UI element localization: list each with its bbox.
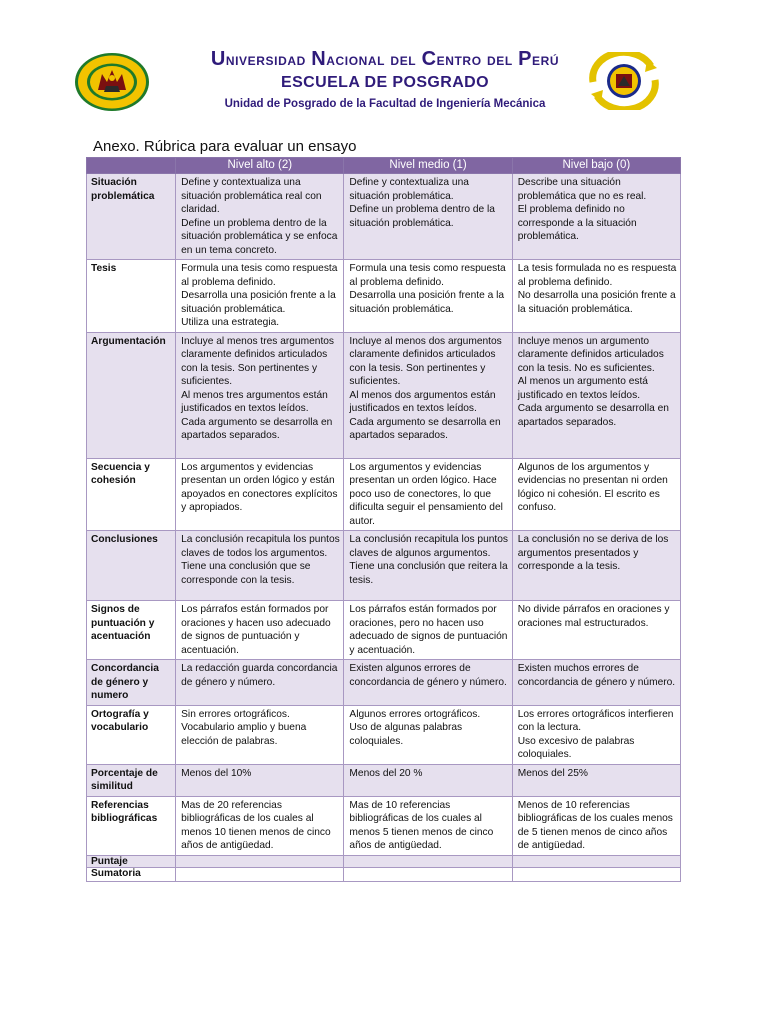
nivel-bajo-cell [512, 660, 680, 706]
descriptor-line: Describe una situación problemática que no es real. [517, 177, 647, 202]
descriptor-line: El problema definido no corresponde a la situación problemática. [517, 204, 637, 242]
nivel-bajo-cell [512, 260, 680, 333]
nivel-alto-cell [176, 660, 344, 706]
descriptor-line: Menos del 10% [181, 767, 252, 779]
descriptor-line: Define y contextualiza una situación problemática. [349, 177, 469, 202]
criterion-cell: Signos de puntuación y acentuación [87, 601, 176, 660]
nivel-bajo-cell [512, 796, 680, 855]
nivel-medio-cell [344, 332, 512, 458]
nivel-alto-cell [176, 705, 344, 764]
descriptor-line: Cada argumento se desarrolla en apartados separados. [517, 403, 669, 428]
rubric-row [87, 867, 681, 881]
nivel-medio-cell [344, 531, 512, 601]
descriptor-line: Formula una tesis como respuesta al problema definido. [349, 263, 506, 288]
rubric-row [87, 660, 681, 706]
nivel-alto-cell [176, 601, 344, 660]
descriptor-line: La conclusión recapitula los puntos claves de algunos argumentos. [349, 534, 508, 559]
nivel-alto-cell [176, 260, 344, 333]
criterion-cell: Ortografía y vocabulario [87, 705, 176, 764]
rubric-row [87, 796, 681, 855]
descriptor-line: Mas de 20 referencias bibliográficas de los cuales al menos 10 tienen menos de cinco años de antigüedad. [181, 799, 331, 851]
header-nivel-alto: Nivel alto (2) [176, 158, 344, 174]
rubric-row [87, 531, 681, 601]
nivel-medio-cell [344, 660, 512, 706]
descriptor-line: Algunos errores ortográficos. [349, 708, 481, 720]
nivel-medio-cell [344, 867, 512, 881]
descriptor-line: Cada argumento se desarrolla en apartados separados. [349, 416, 501, 441]
descriptor-line: Los argumentos y evidencias presentan un orden lógico y están apoyados en conectores explícitos y apropiados. [181, 461, 338, 513]
unit-name: Unidad de Posgrado de la Facultad de Ingeniería Mecánica [224, 98, 546, 110]
descriptor-line: Define un problema dentro de la situación problemática. [349, 204, 495, 229]
nivel-alto-cell [176, 174, 344, 260]
rubric-row [87, 764, 681, 796]
nivel-alto-cell [176, 867, 344, 881]
nivel-alto-cell [176, 332, 344, 458]
rubric-row [87, 332, 681, 458]
university-seal-logo [74, 52, 150, 112]
criterion-cell: Argumentación [87, 332, 176, 458]
descriptor-line: Al menos tres argumentos están justificados en textos leídos. [181, 389, 328, 414]
descriptor-line: Mas de 10 referencias bibliográficas de los cuales al menos 5 tienen menos de cinco años de antigüedad. [349, 799, 494, 851]
nivel-bajo-cell [512, 601, 680, 660]
header-nivel-bajo: Nivel bajo (0) [512, 158, 680, 174]
descriptor-line: Los argumentos y evidencias presentan un orden lógico. Hace poco uso de conectores, lo que dificulta seguir el pensamiento del autor. [349, 461, 503, 527]
descriptor-line: Los párrafos están formados por oraciones y hacen uso adecuado de signos de puntuación y acentuación. [181, 604, 331, 656]
nivel-medio-cell [344, 174, 512, 260]
rubric-row [87, 174, 681, 260]
descriptor-line: Define y contextualiza una situación problemática real con claridad. [181, 177, 322, 215]
descriptor-line: Tiene una conclusión que se corresponde con la tesis. [181, 561, 311, 586]
institution-title-block [150, 48, 620, 110]
nivel-medio-cell [344, 705, 512, 764]
annex-title: Anexo. Rúbrica para evaluar un ensayo [93, 138, 357, 155]
descriptor-line: La redacción guarda concordancia de género y número. [181, 663, 338, 688]
nivel-alto-cell [176, 855, 344, 867]
criterion-cell: Secuencia y cohesión [87, 458, 176, 531]
descriptor-line: Incluye al menos dos argumentos claramente definidos articulados con la tesis. Son pertinentes y suficientes. [349, 335, 502, 387]
school-name: ESCUELA DE POSGRADO [281, 74, 489, 91]
descriptor-line: Menos del 25% [517, 767, 588, 779]
nivel-alto-cell [176, 796, 344, 855]
descriptor-line: Formula una tesis como respuesta al problema definido. [181, 263, 338, 288]
nivel-medio-cell [344, 855, 512, 867]
descriptor-line: Incluye menos un argumento claramente definidos articulados con la tesis. No es suficientes. [517, 335, 664, 374]
rubric-row [87, 601, 681, 660]
nivel-bajo-cell [512, 705, 680, 764]
descriptor-line: Desarrolla una posición frente a la situación problemática. [349, 290, 505, 315]
descriptor-line: Existen algunos errores de concordancia de género y número. [349, 663, 507, 688]
nivel-medio-cell [344, 601, 512, 660]
nivel-medio-cell [344, 260, 512, 333]
descriptor-line: La conclusión no se deriva de los argumentos presentados y corresponde a la tesis. [517, 534, 669, 572]
descriptor-line: Existen muchos errores de concordancia de género y número. [517, 663, 676, 688]
nivel-bajo-cell [512, 855, 680, 867]
descriptor-line: Incluye al menos tres argumentos claramente definidos articulados con la tesis. Son pertinentes y suficientes. [181, 335, 335, 387]
rubric-row [87, 705, 681, 764]
university-name: Universidad Nacional del Centro del Perú [210, 48, 560, 70]
descriptor-line: Utiliza una estrategia. [181, 317, 280, 328]
rubric-header-row [87, 158, 681, 174]
rubric-row [87, 855, 681, 867]
descriptor-line: La conclusión recapitula los puntos claves de todos los argumentos. [181, 534, 340, 559]
criterion-cell: Referencias bibliográficas [87, 796, 176, 855]
descriptor-line: Los párrafos están formados por oraciones, pero no hacen uso adecuado de signos de puntuación y acentuación. [349, 604, 508, 656]
rubric-row [87, 458, 681, 531]
nivel-alto-cell [176, 764, 344, 796]
nivel-bajo-cell [512, 174, 680, 260]
nivel-bajo-cell [512, 764, 680, 796]
rubric-row [87, 260, 681, 333]
descriptor-line: Menos del 20 % [349, 767, 423, 779]
descriptor-line: Desarrolla una posición frente a la situación problemática. [181, 290, 336, 315]
descriptor-line: Define un problema dentro de la situación problemática y se enfoca en un tema concreto. [181, 217, 338, 256]
descriptor-line: No divide párrafos en oraciones y oraciones mal estructurados. [517, 604, 670, 629]
descriptor-line: Algunos de los argumentos y evidencias no presentan ni orden lógico ni cohesión. El escrito es confuso. [517, 461, 668, 513]
nivel-bajo-cell [512, 531, 680, 601]
document-header [0, 0, 768, 120]
nivel-medio-cell [344, 458, 512, 531]
header-nivel-medio: Nivel medio (1) [344, 158, 512, 174]
nivel-alto-cell [176, 458, 344, 531]
descriptor-line: Sin errores ortográficos. [181, 708, 290, 720]
nivel-medio-cell [344, 796, 512, 855]
header-criterion [87, 158, 176, 174]
nivel-bajo-cell [512, 458, 680, 531]
criterion-cell: Sumatoria [87, 867, 176, 881]
criterion-cell: Situación problemática [87, 174, 176, 260]
criterion-cell: Puntaje [87, 855, 176, 867]
descriptor-line: Tiene una conclusión que reitera la tesis. [349, 561, 508, 586]
descriptor-line: Al menos un argumento está justificado en textos leídos. [517, 376, 648, 401]
criterion-cell: Tesis [87, 260, 176, 333]
descriptor-line: Uso de algunas palabras coloquiales. [349, 722, 463, 747]
descriptor-line: No desarrolla una posición frente a la situación problemática. [517, 290, 676, 315]
criterion-cell: Conclusiones [87, 531, 176, 601]
descriptor-line: La tesis formulada no es respuesta al problema definido. [517, 263, 677, 288]
nivel-alto-cell [176, 531, 344, 601]
faculty-logo [583, 52, 665, 110]
descriptor-line: Al menos dos argumentos están justificados en textos leídos. [349, 389, 496, 414]
descriptor-line: Cada argumento se desarrolla en apartados separados. [181, 416, 333, 441]
nivel-bajo-cell [512, 332, 680, 458]
nivel-medio-cell [344, 764, 512, 796]
descriptor-line: Menos de 10 referencias bibliográficas de los cuales menos de 5 tienen menos de cinco años de antigüedad. [517, 799, 673, 851]
descriptor-line: Uso excesivo de palabras coloquiales. [517, 735, 635, 760]
criterion-cell: Concordancia de género y numero [87, 660, 176, 706]
descriptor-line: Los errores ortográficos interfieren con la lectura. [517, 708, 674, 733]
rubric-table [86, 157, 681, 882]
descriptor-line: Vocabulario amplio y buena elección de palabras. [181, 722, 307, 747]
nivel-bajo-cell [512, 867, 680, 881]
criterion-cell: Porcentaje de similitud [87, 764, 176, 796]
